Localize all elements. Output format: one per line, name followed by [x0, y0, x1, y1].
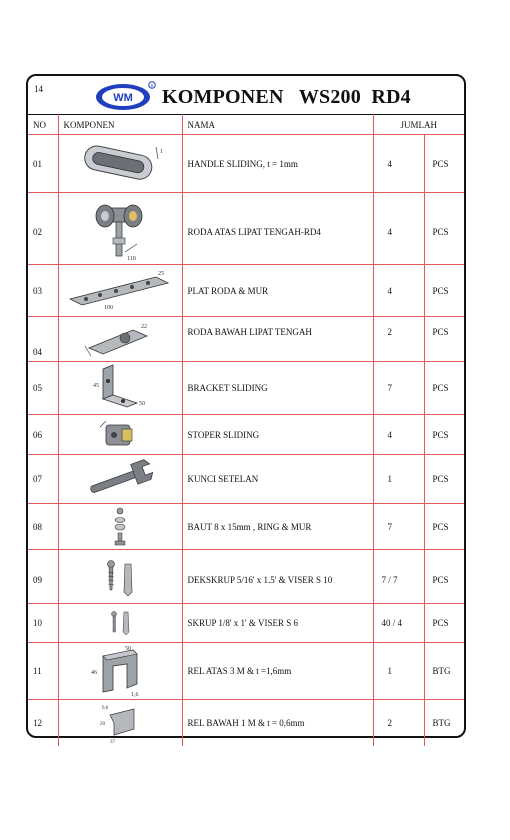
- row-unit: BTG: [424, 643, 464, 700]
- row-nama: REL ATAS 3 M & t =1,6mm: [182, 643, 373, 700]
- row-nama: REL BAWAH 1 M & t = 0,6mm: [182, 700, 373, 746]
- row-no: 09: [28, 550, 58, 604]
- wheel-plate-icon: [64, 267, 176, 315]
- page-number: 14: [34, 84, 43, 94]
- top-rail-icon: [75, 644, 165, 698]
- roller-bottom-icon: [75, 318, 165, 360]
- row-unit: PCS: [424, 604, 464, 643]
- table-row: [28, 317, 464, 362]
- row-nama: PLAT RODA & MUR: [182, 265, 373, 317]
- rel-atas-height-label: 46: [91, 670, 97, 676]
- header-no: NO: [28, 115, 58, 135]
- table-row: [28, 265, 464, 317]
- row-unit: PCS: [424, 550, 464, 604]
- header-nama: NAMA: [182, 115, 373, 135]
- plat-width-label: 25: [158, 270, 164, 277]
- row-no: 08: [28, 504, 58, 550]
- rel-atas-width-label: 50: [125, 646, 131, 652]
- row-no: 02: [28, 193, 58, 265]
- rel-bawah-height-label: 20: [100, 721, 105, 727]
- row-nama: RODA ATAS LIPAT TENGAH-RD4: [182, 193, 373, 265]
- screw-plug-icon: [85, 552, 155, 602]
- row-unit: PCS: [424, 362, 464, 415]
- row-no: 01: [28, 135, 58, 193]
- table-row: [28, 415, 464, 455]
- rel-bawah-width-label: 37: [110, 739, 115, 745]
- row-unit: BTG: [424, 700, 464, 746]
- wrench-icon: [75, 457, 165, 501]
- svg-text:110: 110: [127, 255, 136, 262]
- row-unit: PCS: [424, 265, 464, 317]
- table-row: [28, 504, 464, 550]
- plat-length-label: 100: [104, 304, 113, 311]
- brand-logo: [92, 80, 158, 112]
- row-qty: 7: [373, 504, 424, 550]
- row-unit: PCS: [424, 504, 464, 550]
- row-qty: 4: [373, 265, 424, 317]
- row-no: 05: [28, 362, 58, 415]
- row-unit: PCS: [424, 193, 464, 265]
- row-nama: SKRUP 1/8' x 1' & VISER S 6: [182, 604, 373, 643]
- small-screw-icon: [90, 606, 150, 640]
- row-no: 06: [28, 415, 58, 455]
- svg-text:R: R: [150, 83, 154, 88]
- rel-atas-thickness-label: 1,6: [131, 692, 139, 698]
- row-no: 11: [28, 643, 58, 700]
- handle-sliding-icon: [70, 137, 170, 191]
- table-row: [28, 455, 464, 504]
- table-row: [28, 700, 464, 746]
- svg-text:1: 1: [160, 148, 163, 155]
- row-no: 04: [28, 317, 58, 362]
- bottom-rail-icon: [80, 701, 160, 745]
- table-row: [28, 193, 464, 265]
- bracket-width-label: 50: [139, 401, 145, 407]
- component-sheet: [26, 74, 466, 745]
- row-qty: 7 / 7: [373, 550, 424, 604]
- table-row: [28, 362, 464, 415]
- row-qty: 1: [373, 643, 424, 700]
- row-qty: 2: [373, 317, 424, 362]
- stopper-icon: [80, 417, 160, 453]
- row-unit: PCS: [424, 317, 464, 362]
- roller-top-icon: [75, 194, 165, 264]
- rel-bawah-thickness-label: 0,6: [102, 705, 109, 711]
- row-no: 12: [28, 700, 58, 746]
- table-header-row: [28, 115, 464, 135]
- row-no: 03: [28, 265, 58, 317]
- row-qty: 40 / 4: [373, 604, 424, 643]
- row-nama: BAUT 8 x 15mm , RING & MUR: [182, 504, 373, 550]
- table-row: [28, 550, 464, 604]
- component-table: [28, 114, 464, 746]
- row-unit: PCS: [424, 415, 464, 455]
- bracket-height-label: 45: [93, 383, 99, 389]
- row-nama: STOPER SLIDING: [182, 415, 373, 455]
- row-unit: PCS: [424, 135, 464, 193]
- row-no: 10: [28, 604, 58, 643]
- bolt-ring-nut-icon: [90, 505, 150, 549]
- header-jumlah: JUMLAH: [373, 115, 464, 135]
- table-row: [28, 604, 464, 643]
- row-qty: 7: [373, 362, 424, 415]
- roda-bawah-width-label: 22: [141, 324, 147, 330]
- table-row: [28, 135, 464, 193]
- table-row: [28, 643, 464, 700]
- row-qty: 4: [373, 193, 424, 265]
- row-qty: 1: [373, 455, 424, 504]
- row-nama: DEKSKRUP 5/16' x 1.5' & VISER S 10: [182, 550, 373, 604]
- page-title: KOMPONEN WS200 RD4: [162, 86, 411, 108]
- row-nama: BRACKET SLIDING: [182, 362, 373, 415]
- row-qty: 2: [373, 700, 424, 746]
- row-nama: HANDLE SLIDING, t = 1mm: [182, 135, 373, 193]
- row-qty: 4: [373, 415, 424, 455]
- header-komponen: KOMPONEN: [58, 115, 182, 135]
- row-nama: KUNCI SETELAN: [182, 455, 373, 504]
- row-no: 07: [28, 455, 58, 504]
- bracket-icon: [75, 363, 165, 413]
- logo-text: WM: [113, 92, 133, 104]
- row-nama: RODA BAWAH LIPAT TENGAH: [182, 317, 373, 362]
- row-qty: 4: [373, 135, 424, 193]
- row-unit: PCS: [424, 455, 464, 504]
